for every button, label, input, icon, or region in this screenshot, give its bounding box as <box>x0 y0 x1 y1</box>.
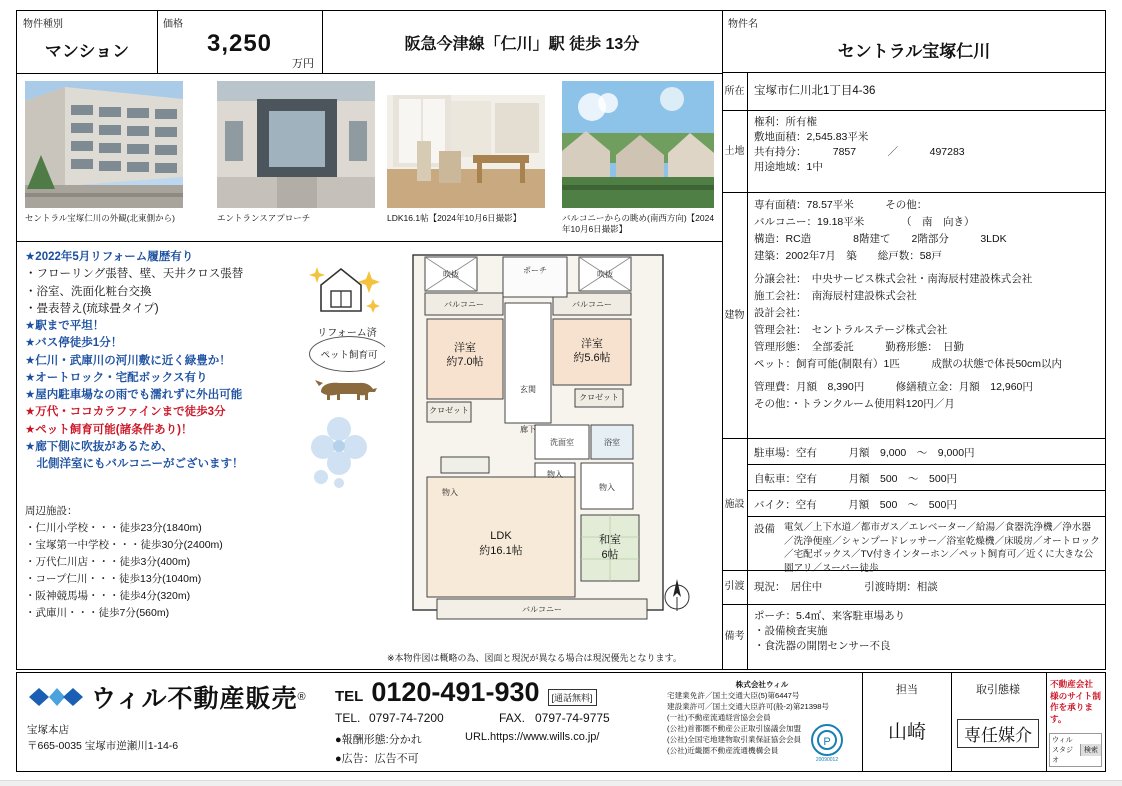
handover-row <box>722 571 1106 605</box>
land-line: 共有持分： 7857 ／ 497283 <box>754 145 965 158</box>
fax-number: 0797-74-9775 <box>535 711 610 725</box>
ad-policy: ●広告：広告不可 <box>335 753 419 765</box>
ad-logo: ウィルスタジオ <box>1052 737 1073 765</box>
reform-badge <box>307 261 387 339</box>
price-label: 価格 <box>163 19 183 30</box>
bike-row: バイク：空有 月額 500 〜 500円 <box>748 491 1106 517</box>
reform-badge-label: リフォーム済 <box>317 328 377 339</box>
deal-type-label: 取引態様 <box>976 684 1020 696</box>
highlight-list <box>25 249 265 473</box>
photo-balcony-view <box>562 81 714 208</box>
photo-entrance <box>217 81 375 208</box>
photo-caption-1: セントラル宝塚仁川の外観(北東側から) <box>25 213 175 223</box>
reward-type: ●報酬形態:分かれ <box>335 734 422 746</box>
property-name-row <box>722 11 1106 73</box>
registered-mark: ® <box>297 691 306 703</box>
remarks-row <box>722 605 1106 670</box>
property-type-value: マンション <box>44 42 130 61</box>
svg-text:洋室: 洋室 <box>454 342 476 354</box>
land-line: 権利：所有権 <box>754 116 817 128</box>
building-line: 分譲会社： 中央サービス株式会社・南海辰村建設株式会社 <box>754 273 1033 285</box>
building-row <box>722 193 1106 439</box>
nearby-item: ・宝塚第一中学校・・・徒歩30分(2400m) <box>25 539 223 551</box>
legal-line: 宅建業免許／国土交通大臣(5)第6447号 <box>667 691 800 700</box>
tel2-label: TEL. <box>335 711 361 725</box>
company-url[interactable]: URL.https://www.wills.co.jp/ <box>465 731 600 743</box>
legal-company: 株式会社ウィル <box>735 680 789 689</box>
access-value: 阪急今津線「仁川」駅 徒歩 13分 <box>404 36 640 53</box>
svg-text:物入: 物入 <box>547 470 563 479</box>
building-line: その他：・トランクルーム使用料120円／月 <box>754 398 955 410</box>
property-name-value: セントラル宝塚仁川 <box>837 42 991 61</box>
building-line: 施工会社： 南海辰村建設株式会社 <box>754 290 917 302</box>
main-frame <box>16 10 1106 670</box>
company-logo-icon <box>27 684 85 710</box>
ad-search-button[interactable]: 検索 <box>1080 744 1101 756</box>
header-row <box>17 11 722 73</box>
svg-text:浴室: 浴室 <box>604 438 620 447</box>
address-label: 所在 <box>722 73 748 110</box>
tel-label: TEL <box>335 688 364 705</box>
building-line: 構造：RC造 8階建て 2階部分 3LDK <box>754 233 1007 245</box>
svg-text:LDK: LDK <box>490 530 512 542</box>
ad-title: 不動産会社様のサイト制作を承ります。 <box>1050 679 1101 724</box>
company-block <box>27 679 327 755</box>
handover-value: 現況： 居住中 引渡時期：相談 <box>754 581 938 594</box>
svg-text:洋室: 洋室 <box>581 338 603 350</box>
svg-text:洗面室: 洗面室 <box>550 438 574 447</box>
company-name: ウィル不動産販売 <box>91 685 298 713</box>
agent-label: 担当 <box>896 684 918 696</box>
building-label: 建物 <box>722 193 748 438</box>
equipment-label: 設備 <box>754 523 775 535</box>
svg-text:物入: 物入 <box>599 483 615 492</box>
legal-line: (公社)全国宅地建物取引業保証協会会員 <box>667 735 802 744</box>
highlight-item: ★仁川・武庫川の河川敷に近く緑豊か！ <box>25 354 231 367</box>
price-cell <box>157 11 323 74</box>
photo-strip <box>17 73 723 242</box>
svg-text:バルコニー: バルコニー <box>444 300 484 309</box>
nearby-item: ・コープ仁川・・・徒歩13分(1040m) <box>25 573 202 585</box>
left-body <box>17 241 723 670</box>
address-value: 宝塚市仁川北1丁目4-36 <box>754 85 876 98</box>
svg-text:ポーチ: ポーチ <box>523 266 547 275</box>
legal-block <box>667 679 857 763</box>
agent-block <box>862 673 952 771</box>
property-type-label: 物件種別 <box>23 19 63 30</box>
property-name-label: 物件名 <box>728 19 758 30</box>
highlight-item-red: ★万代・ココカラファインまで徒歩3分 <box>25 406 226 419</box>
branch-name: 宝塚本店 <box>27 724 69 736</box>
contact-block <box>335 677 635 766</box>
equipment-value: 電気／上下水道／都市ガス／エレベーター／給湯／食器洗浄機／浄水器／洗浄便座／シャンプードレッサー／浴室乾燥機／床暖房／オートロック／宅配ボックス／TV付きインターホン／ペット飼育可／近くに大きな公園アリ／スーパー徒歩 <box>784 522 1100 574</box>
building-line: 管理費：月額 8,390円 修繕積立金：月額 12,960円 <box>754 381 1033 393</box>
svg-text:廊下: 廊下 <box>520 425 536 434</box>
property-type-cell <box>17 11 158 74</box>
highlight-item: 北側洋室にもバルコニーがございます！ <box>25 458 244 470</box>
svg-text:バルコニー: バルコニー <box>522 605 562 614</box>
footer <box>16 672 1106 772</box>
deal-type-block <box>950 673 1047 771</box>
highlight-item: ・畳表替え(琉球畳タイプ) <box>25 302 159 315</box>
photo-caption-4: バルコニーからの眺め(南西方向)【2024年10月6日撮影】 <box>562 213 715 234</box>
toll-free-note: [通話無料] <box>548 689 597 706</box>
parking-row: 駐車場：空有 月額 9,000 〜 9,000円 <box>748 439 1106 465</box>
land-label: 土地 <box>722 111 748 192</box>
svg-text:吹抜: 吹抜 <box>597 270 613 279</box>
page-bottom-strip <box>0 780 1122 786</box>
pet-badge <box>309 336 387 400</box>
floorplan <box>385 247 715 642</box>
highlight-item: ★オートロック・宅配ボックス有り <box>25 371 208 384</box>
remarks-label: 備考 <box>722 605 748 670</box>
ad-block <box>1046 673 1105 771</box>
nearby-item: ・阪神競馬場・・・徒歩4分(320m) <box>25 590 191 602</box>
building-line: 設計会社： <box>754 307 807 319</box>
flower-decor-icon <box>309 413 379 496</box>
svg-text:約16.1帖: 約16.1帖 <box>479 545 523 557</box>
company-address: 〒665-0035 宝塚市逆瀬川1-14-6 <box>27 739 179 752</box>
building-line: バルコニー：19.18平米 （ 南 向き） <box>754 216 975 228</box>
building-line: 建築：2002年7月 築 総戸数：58戸 <box>754 250 942 262</box>
facility-row <box>722 439 1106 574</box>
building-line: 管理形態： 全部委託 勤務形態： 日勤 <box>754 341 964 353</box>
floorplan-disclaimer: ※本物件図は概略の為、図面と現況が異なる場合は現況優先となります。 <box>387 653 682 663</box>
nearby-item: ・万代仁川店・・・徒歩3分(400m) <box>25 556 191 568</box>
bicycle-row: 自転車：空有 月額 500 〜 500円 <box>748 465 1106 491</box>
remarks-body <box>748 605 1106 670</box>
access-cell <box>322 11 723 74</box>
highlight-item: ★2022年5月リフォーム履歴有り <box>25 251 194 263</box>
remarks-line: ・設備検査実施 <box>754 624 828 637</box>
highlight-item: ・浴室、洗面化粧台交換 <box>25 285 152 298</box>
building-line: 専有面積：78.57平米 その他： <box>754 199 928 211</box>
svg-text:クロゼット: クロゼット <box>429 406 469 415</box>
highlight-item: ★駅まで平坦！ <box>25 320 105 332</box>
highlight-item-red: ★ペット飼育可能(諸条件あり)！ <box>25 423 193 436</box>
svg-text:玄関: 玄関 <box>520 385 536 394</box>
photo-exterior <box>25 81 183 208</box>
nearby-title: 周辺施設： <box>25 505 78 517</box>
land-line: 敷地面積：2,545.83平米 <box>754 130 869 143</box>
nearby-item: ・武庫川・・・徒歩7分(560m) <box>25 607 170 619</box>
svg-text:物入: 物入 <box>442 488 458 497</box>
highlight-item: ★屋内駐車場なの雨でも濡れずに外出可能 <box>25 389 243 401</box>
agent-name: 山崎 <box>887 722 926 743</box>
photo-caption-3: LDK16.1帖【2024年10月6日撮影】 <box>387 213 522 223</box>
remarks-line: ポーチ：5.4㎡、来客駐車場あり <box>754 610 906 622</box>
photo-caption-2: エントランスアプローチ <box>217 213 311 223</box>
land-body <box>748 111 1106 192</box>
svg-text:20090012: 20090012 <box>815 757 839 763</box>
photo-ldk <box>387 81 545 208</box>
svg-text:バルコニー: バルコニー <box>572 300 612 309</box>
remarks-line: ・食洗器の開閉センサー不良 <box>754 639 891 652</box>
legal-line: (一社)不動産流通経営協会会員 <box>667 713 771 722</box>
land-row <box>722 111 1106 193</box>
facility-label: 施設 <box>722 439 748 570</box>
legal-line: 建設業許可／国土交通大臣許可(般-2)第21398号 <box>667 702 830 711</box>
legal-line: (公社)首都圏不動産公正取引協議会加盟 <box>667 724 802 733</box>
nearby-item: ・仁川小学校・・・徒歩23分(1840m) <box>25 522 202 534</box>
building-body <box>748 193 1106 438</box>
svg-text:約7.0帖: 約7.0帖 <box>446 356 484 368</box>
toll-free-number[interactable]: 0120-491-930 <box>371 677 540 707</box>
spec-table <box>722 11 1106 670</box>
svg-text:和室: 和室 <box>599 534 621 546</box>
address-row <box>722 73 1106 111</box>
svg-text:クロゼット: クロゼット <box>579 393 619 402</box>
building-line: ペット：飼育可能(制限有）1匹 成獣の状態で体長50cm以内 <box>754 358 1063 370</box>
building-line: 管理会社： セントラルステージ株式会社 <box>754 324 948 336</box>
svg-text:吹抜: 吹抜 <box>443 270 459 279</box>
land-line: 用途地域：1中 <box>754 160 823 173</box>
fax-label: FAX. <box>499 711 526 725</box>
highlight-item: ・フローリング張替、壁、天井クロス張替 <box>25 268 244 281</box>
highlight-item: ★廊下側に吹抜があるため、 <box>25 440 173 453</box>
nearby-list <box>25 503 275 622</box>
privacy-seal-icon <box>805 723 849 766</box>
legal-line: (公社)近畿圏不動産流通機構会員 <box>667 746 779 755</box>
svg-text:約5.6帖: 約5.6帖 <box>573 352 611 364</box>
deal-type-value: 専任媒介 <box>957 719 1039 748</box>
highlight-item: ★バス停徒歩1分！ <box>25 337 123 350</box>
price-unit: 万円 <box>292 58 314 70</box>
price-value: 3,250 <box>206 30 273 57</box>
pet-badge-label: ペット飼育可 <box>309 336 389 372</box>
tel2-number[interactable]: 0797-74-7200 <box>369 711 444 725</box>
svg-text:P: P <box>823 736 831 748</box>
handover-label: 引渡 <box>722 571 748 604</box>
svg-text:6帖: 6帖 <box>601 549 619 561</box>
